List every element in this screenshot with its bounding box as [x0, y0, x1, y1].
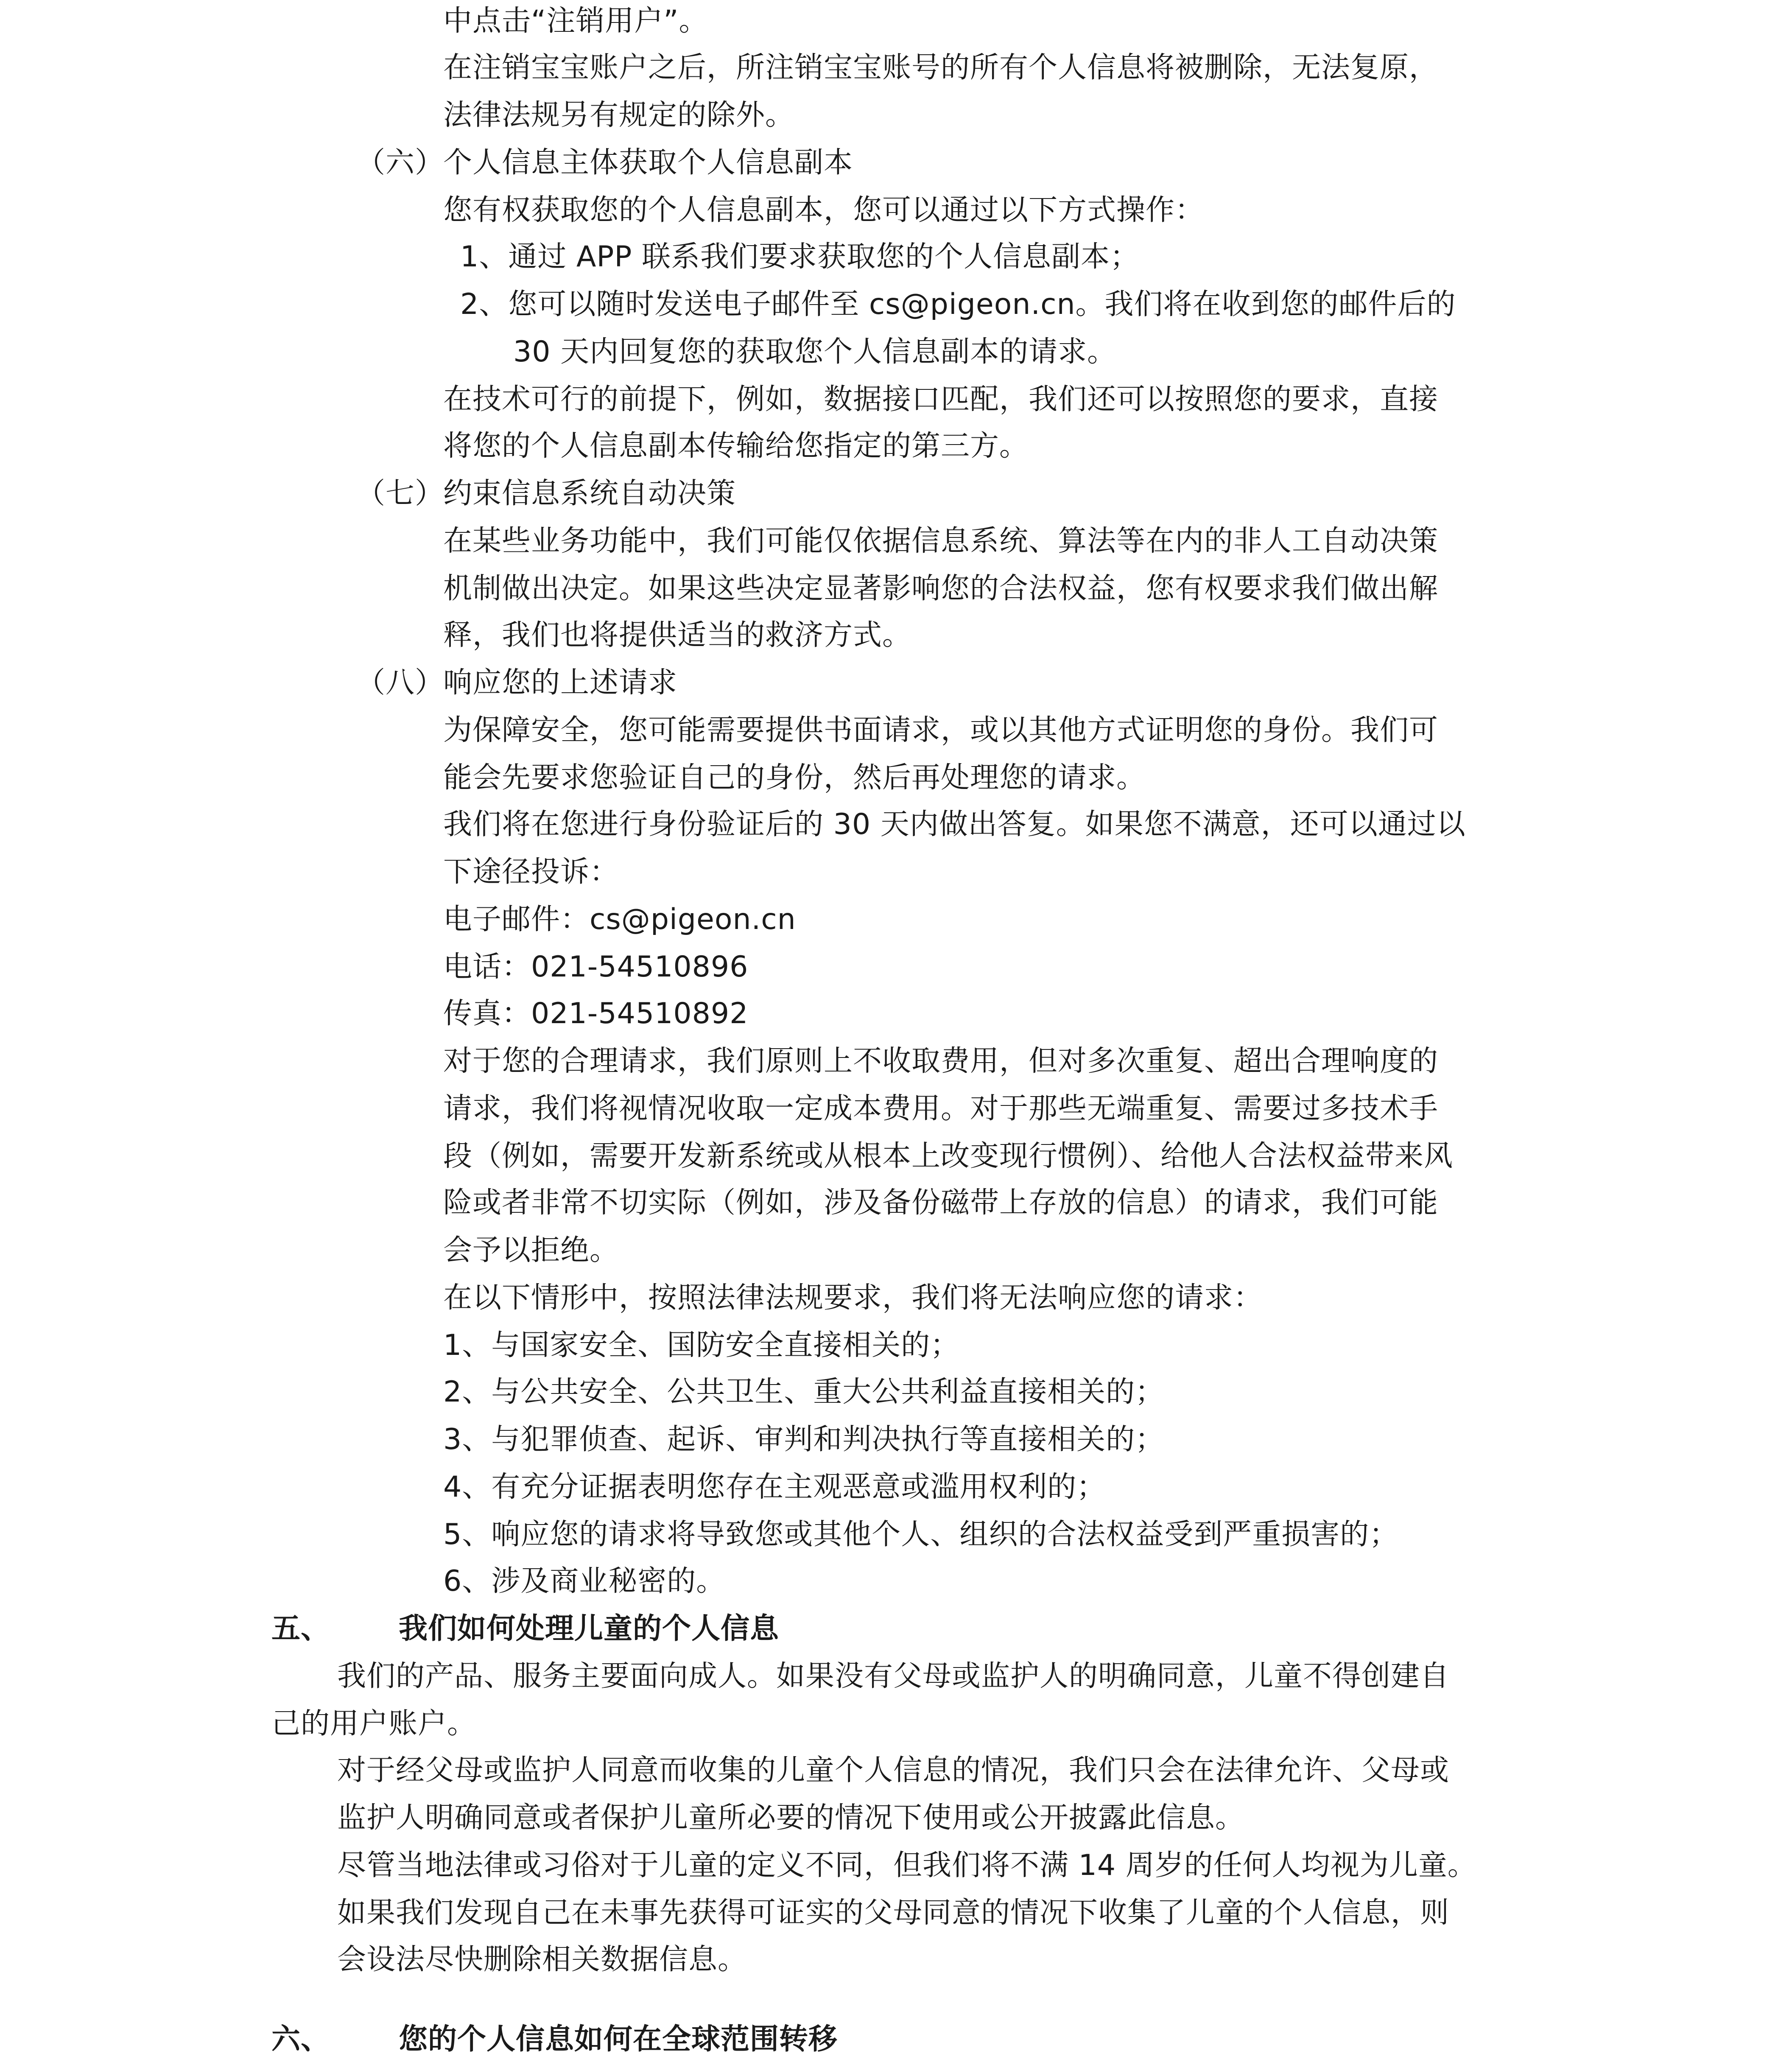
paragraph-line: 将您的个人信息副本传输给您指定的第三方。 — [443, 429, 1029, 463]
paragraph-line: 会设法尽快删除相关数据信息。 — [337, 1943, 747, 1976]
paragraph-line: 险或者非常不切实际（例如，涉及备份磁带上存放的信息）的请求，我们可能 — [443, 1186, 1439, 1220]
list-item: 5、响应您的请求将导致您或其他个人、组织的合法权益受到严重损害的； — [443, 1518, 1399, 1551]
section-number: 五、 — [271, 1612, 330, 1645]
paragraph-line: 尽管当地法律或习俗对于儿童的定义不同，但我们将不满 14 周岁的任何人均视为儿童。 — [337, 1849, 1477, 1882]
paragraph-line: 机制做出决定。如果这些决定显著影响您的合法权益，您有权要求我们做出解 — [443, 572, 1439, 605]
contact-fax: 传真：021-54510892 — [443, 997, 749, 1030]
paragraph-line: 能会先要求您验证自己的身份，然后再处理您的请求。 — [443, 761, 1146, 795]
subsection-title: 约束信息系统自动决策 — [443, 477, 736, 510]
subsection-title: 个人信息主体获取个人信息副本 — [443, 146, 853, 179]
paragraph-line: 在某些业务功能中，我们可能仅依据信息系统、算法等在内的非人工自动决策 — [443, 524, 1439, 558]
contact-email: 电子邮件：cs@pigeon.cn — [443, 903, 796, 936]
paragraph-line: 我们将在您进行身份验证后的 30 天内做出答复。如果您不满意，还可以通过以 — [443, 808, 1466, 841]
paragraph-line: 您有权获取您的个人信息副本，您可以通过以下方式操作： — [443, 193, 1205, 227]
paragraph-line: 会予以拒绝。 — [443, 1234, 619, 1267]
paragraph-line: 下途径投诉： — [443, 855, 619, 889]
paragraph-line: 释，我们也将提供适当的救济方式。 — [443, 618, 912, 652]
paragraph-line: 段（例如，需要开发新系统或从根本上改变现行惯例）、给他人合法权益带来风 — [443, 1139, 1454, 1173]
paragraph-line: 中点击“注销用户”。 — [443, 4, 708, 38]
section-heading: 我们如何处理儿童的个人信息 — [399, 1612, 780, 1645]
paragraph-line: 己的用户账户。 — [271, 1707, 477, 1740]
list-item: 6、涉及商业秘密的。 — [443, 1564, 726, 1598]
paragraph-line: 在以下情形中，按照法律法规要求，我们将无法响应您的请求： — [443, 1281, 1263, 1315]
list-item: 1、与国家安全、国防安全直接相关的； — [443, 1329, 960, 1362]
paragraph-line: 对于经父母或监护人同意而收集的儿童个人信息的情况，我们只会在法律允许、父母或 — [337, 1754, 1450, 1787]
paragraph-line: 法律法规另有规定的除外。 — [443, 98, 795, 132]
paragraph-line: 为保障安全，您可能需要提供书面请求，或以其他方式证明您的身份。我们可 — [443, 713, 1439, 747]
list-item: 4、有充分证据表明您存在主观恶意或滥用权利的； — [443, 1470, 1106, 1504]
list-item: 1、通过 APP 联系我们要求获取您的个人信息副本； — [460, 240, 1140, 274]
subsection-number: （六） — [356, 146, 445, 179]
subsection-number: （七） — [356, 477, 445, 510]
list-item: 2、您可以随时发送电子邮件至 cs@pigeon.cn。我们将在收到您的邮件后的 — [460, 288, 1456, 321]
subsection-title: 响应您的上述请求 — [443, 666, 678, 699]
paragraph-line: 在注销宝宝账户之后，所注销宝宝账号的所有个人信息将被删除，无法复原， — [443, 51, 1439, 84]
paragraph-line: 我们的产品、服务主要面向成人。如果没有父母或监护人的明确同意，儿童不得创建自 — [337, 1659, 1450, 1693]
subsection-number: （八） — [356, 666, 445, 699]
section-heading: 您的个人信息如何在全球范围转移 — [399, 2023, 838, 2056]
paragraph-line: 对于您的合理请求，我们原则上不收取费用，但对多次重复、超出合理响度的 — [443, 1044, 1439, 1078]
paragraph-line: 监护人明确同意或者保护儿童所必要的情况下使用或公开披露此信息。 — [337, 1801, 1245, 1835]
list-item: 3、与犯罪侦查、起诉、审判和判决执行等直接相关的； — [443, 1423, 1165, 1456]
paragraph-line: 如果我们发现自己在未事先获得可证实的父母同意的情况下收集了儿童的个人信息，则 — [337, 1896, 1450, 1930]
paragraph-line: 在技术可行的前提下，例如，数据接口匹配，我们还可以按照您的要求，直接 — [443, 383, 1439, 416]
paragraph-line: 请求，我们将视情况收取一定成本费用。对于那些无端重复、需要过多技术手 — [443, 1092, 1439, 1125]
contact-phone: 电话：021-54510896 — [443, 950, 749, 984]
section-number: 六、 — [271, 2023, 330, 2056]
list-item-continuation: 30 天内回复您的获取您个人信息副本的请求。 — [513, 335, 1117, 369]
list-item: 2、与公共安全、公共卫生、重大公共利益直接相关的； — [443, 1375, 1165, 1409]
